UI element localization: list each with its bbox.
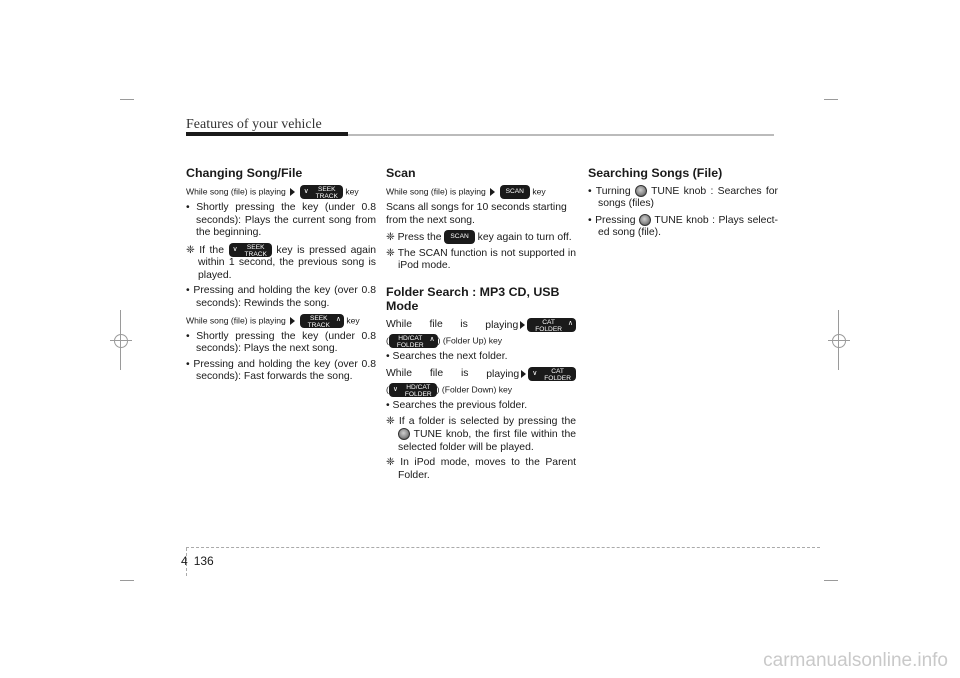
bullet-item [186,202,376,240]
caption-text: While song (file) is playing [186,314,286,325]
folder-down-caption [386,367,576,381]
note-text: Press the [397,231,442,243]
note-icon: ❈ [386,415,395,427]
key-label: SEEK [246,243,265,251]
watermark: carmanualsonline.info [763,650,948,671]
hd-cat-folder-down-key [389,383,437,397]
hd-cat-folder-up-key [389,334,438,348]
note-item [386,416,576,455]
bullet-icon: • [186,202,190,213]
caption-text: key [346,314,360,325]
key-label: FOLDER [404,391,432,398]
scan-key: SCAN [500,185,530,199]
caption-text: key [532,186,546,197]
note-item [386,230,576,244]
note-text: TUNE knob, the first file within the selected folder will be played. [398,428,576,453]
heading-scan: Scan [386,166,416,180]
caption-word: file [429,318,443,330]
tune-knob-icon [398,428,410,440]
seek-down-caption [186,185,376,199]
footer-rule [186,547,820,548]
caption-group [485,318,576,332]
tune-knob-icon [639,214,651,226]
chevron-down-icon: ∨ [532,369,538,377]
key-label: TRACK [307,321,330,329]
note-text: If the [199,244,224,256]
bullet-text: Pressing and holding the key (over 0.8 seconds): Fast forwards the song. [193,358,376,383]
play-arrow-icon [290,317,295,325]
play-arrow-icon [521,370,526,378]
chevron-up-icon: ∧ [567,319,573,327]
header-accent-bar [186,132,348,136]
bullet-icon: • [588,214,592,226]
key-label: CAT [542,318,555,326]
bullet-text: TUNE knob : Plays select-ed song (file). [598,214,778,239]
key-label: SEEK [309,314,328,322]
heading-searching-songs: Searching Songs (File) [588,166,723,180]
bullet-item [588,185,778,211]
play-arrow-icon [520,321,525,329]
bullet-text: Searches the next folder. [392,351,508,363]
caption-text: ( [386,335,389,346]
caption-word: playing [486,368,520,380]
play-arrow-icon [290,188,295,196]
key-label: TRACK [315,193,338,200]
bullet-icon: • [588,185,592,197]
folder-up-key-line [386,334,576,348]
bullet-item [186,331,376,356]
note-icon: ❈ [386,457,395,469]
seek-track-up-key [300,314,344,328]
caption-group [486,367,576,381]
note-text: If a folder is selected by pressing the [398,415,576,427]
caption-word: While [386,318,412,330]
crop-mark [120,580,134,581]
note-icon: ❈ [386,247,395,259]
bullet-text: Searches the previous folder. [392,400,528,411]
folder-up-caption [386,318,576,332]
bullet-item [386,400,576,413]
seek-up-caption [186,314,376,328]
key-label: CAT [551,367,564,375]
crop-mark [824,99,838,100]
bullet-text: Shortly pressing the key (under 0.8 seconds): Plays the next song. [196,330,376,355]
chevron-down-icon: ∨ [392,386,398,393]
bullet-icon: • [186,285,190,297]
note-item [386,248,576,273]
caption-text: While song (file) is playing [186,186,286,197]
heading-changing-song: Changing Song/File [186,166,303,180]
bullet-item [588,214,778,240]
registration-circle [114,334,128,348]
note-icon: ❈ [386,231,395,243]
folder-down-key-line [386,383,576,397]
page-number-value: 136 [193,554,214,568]
bullet-item [186,359,376,384]
caption-text: ) (Folder Up) key [437,335,503,346]
caption-word: file [429,367,444,379]
bullet-text: Shortly pressing the key (under 0.8 seconds): Plays the current song from the beginning. [196,202,376,239]
cat-folder-up-key [527,318,576,332]
key-label: FOLDER [544,374,571,382]
heading-folder-search: Folder Search : MP3 CD, USB Mode [386,284,560,313]
column-changing-song [186,166,376,387]
chevron-down-icon: ∨ [303,188,309,195]
bullet-text: Turning [595,185,631,197]
key-label: HD/CAT [398,335,423,343]
column-searching-songs [588,166,778,243]
seek-track-down-key [229,243,272,257]
caption-text: key [345,186,359,197]
caption-word: is [460,318,468,330]
bullet-icon: • [186,358,190,370]
caption-word: While [386,367,412,379]
note-item [186,243,376,283]
key-label: TRACK [244,250,267,258]
crop-mark [824,580,838,581]
note-item [386,457,576,482]
scan-caption [386,185,576,199]
key-label: HD/CAT [406,384,431,391]
tune-knob-icon [635,185,647,197]
page-number [181,554,214,568]
key-label: SEEK [317,186,336,193]
caption-text: ( [386,384,389,395]
caption-text: ) (Folder Down) key [436,384,513,395]
caption-word: playing [485,319,519,331]
column-scan [386,166,576,485]
chevron-up-icon: ∧ [335,315,341,323]
bullet-icon: • [186,330,190,342]
section-title: Features of your vehicle [186,117,322,132]
note-text: key is pressed again within 1 second, the previous song is played. [198,244,377,281]
key-label: FOLDER [535,325,562,333]
bullet-icon: • [386,400,390,411]
caption-text: While song (file) is playing [386,186,486,197]
bullet-text: Pressing and holding the key (over 0.8 seconds): Rewinds the song. [193,285,376,309]
bullet-item [186,285,376,310]
note-text: In iPod mode, moves to the Parent Folder. [398,457,576,481]
cat-folder-down-key [528,367,576,381]
chevron-up-icon: ∧ [429,336,435,344]
seek-track-down-key [300,185,343,199]
play-arrow-icon [490,188,495,196]
note-text: The SCAN function is not supported in iPod mode. [397,247,576,272]
bullet-item [386,351,576,364]
bullet-text: Pressing [595,214,636,226]
key-label: FOLDER [396,342,424,350]
scan-description: Scans all songs for 10 seconds starting from the next song. [386,202,567,226]
bullet-icon: • [386,351,390,363]
registration-circle [832,334,846,348]
chevron-down-icon: ∨ [232,245,238,253]
note-icon: ❈ [186,244,195,256]
caption-word: is [460,367,469,379]
note-text: key again to turn off. [477,231,572,243]
bullet-text: TUNE knob : Searches for songs (files) [598,185,779,210]
scan-key: SCAN [444,230,474,244]
crop-mark [120,99,134,100]
chapter-number: 4 [181,554,188,568]
